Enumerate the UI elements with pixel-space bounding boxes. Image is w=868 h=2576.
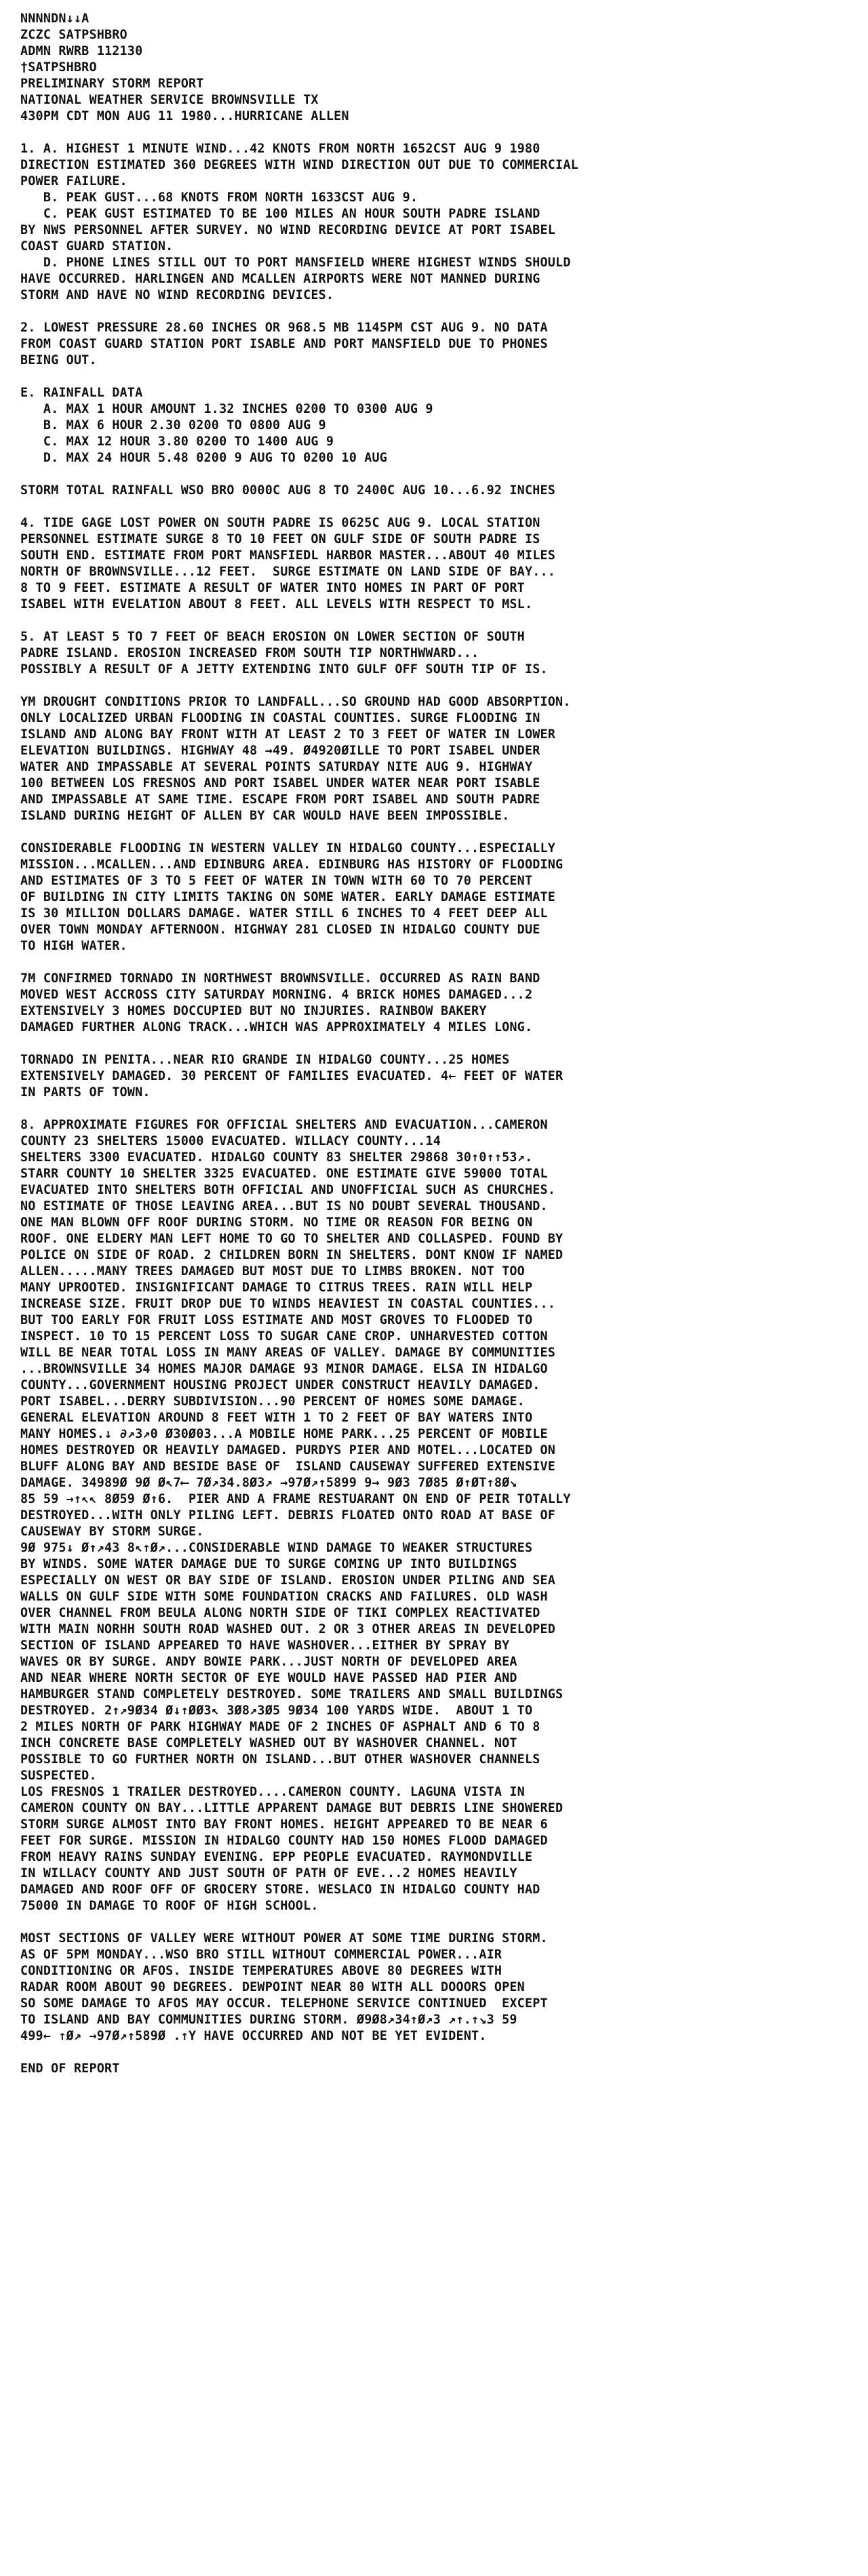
report-line: SUSPECTED. bbox=[20, 1769, 97, 1783]
report-line: PRELIMINARY STORM REPORT bbox=[20, 77, 204, 91]
report-line: RADAR ROOM ABOUT 90 DEGREES. DEWPOINT NEAR 80 WITH ALL DOOORS OPEN bbox=[20, 1980, 525, 1994]
report-line: TO ISLAND AND BAY COMMUNITIES DURING STORM. Ø9Ø8↗34↑Ø↗3 ↗↑.↑↘3 59 bbox=[20, 2013, 517, 2027]
report-line: OVER CHANNEL FROM BEULA ALONG NORTH SIDE OF TIKI COMPLEX REACTIVATED bbox=[20, 1606, 540, 1620]
report-line: DESTROYED. 2↑↗9Ø34 Ø↓↑ØØ3↖ 3Ø8↗3Ø5 9Ø34 100 YARDS WIDE. ABOUT 1 TO bbox=[20, 1704, 533, 1718]
report-line: EXTENSIVELY DAMAGED. 30 PERCENT OF FAMILIES EVACUATED. 4← FEET OF WATER bbox=[20, 1069, 564, 1083]
report-paragraph bbox=[20, 629, 861, 678]
report-line: MANY HOMES.↓ ∂↗3↗0 Ø30Ø03...A MOBILE HOME PARK...25 PERCENT OF MOBILE bbox=[20, 1427, 548, 1441]
report-line: POSSIBLE TO GO FURTHER NORTH ON ISLAND...BUT OTHER WASHOVER CHANNELS bbox=[20, 1752, 540, 1767]
report-line: DESTROYED...WITH ONLY PILING LEFT. DEBRIS FLOATED ONTO ROAD AT BASE OF bbox=[20, 1508, 556, 1523]
report-line: FROM HEAVY RAINS SUNDAY EVENING. EPP PEOPLE EVACUATED. RAYMONDVILLE bbox=[20, 1850, 533, 1864]
report-line: DAMAGED FURTHER ALONG TRACK...WHICH WAS APPROXIMATELY 4 MILES LONG. bbox=[20, 1020, 533, 1034]
report-line: CONDITIONING OR AFOS. INSIDE TEMPERATURES ABOVE 80 DEGREES WITH bbox=[20, 1964, 502, 1978]
paragraph-gap bbox=[20, 125, 861, 141]
report-line: 2 MILES NORTH OF PARK HIGHWAY MADE OF 2 INCHES OF ASPHALT AND 6 TO 8 bbox=[20, 1720, 540, 1734]
report-line: ...BROWNSVILLE 34 HOMES MAJOR DAMAGE 93 MINOR DAMAGE. ELSA IN HIDALGO bbox=[20, 1362, 548, 1376]
report-paragraph bbox=[20, 1931, 861, 2045]
report-line: EXTENSIVELY 3 HOMES DOCCUPIED BUT NO INJURIES. RAINBOW BAKERY bbox=[20, 1004, 487, 1018]
report-line: BUT TOO EARLY FOR FRUIT LOSS ESTIMATE AND MOST GROVES TO FLOODED TO bbox=[20, 1313, 533, 1327]
report-line: INCREASE SIZE. FRUIT DROP DUE TO WINDS HEAVIEST IN COASTAL COUNTIES... bbox=[20, 1297, 556, 1311]
report-line: 8 TO 9 FEET. ESTIMATE A RESULT OF WATER INTO HOMES IN PART OF PORT bbox=[20, 581, 525, 595]
report-line: SOUTH END. ESTIMATE FROM PORT MANSFIEDL HARBOR MASTER...ABOUT 40 MILES bbox=[20, 548, 556, 563]
report-line: B. PEAK GUST...68 KNOTS FROM NORTH 1633CST AUG 9. bbox=[20, 190, 418, 205]
report-line: †SATPSHBRO bbox=[20, 60, 97, 75]
report-line: TO HIGH WATER. bbox=[20, 939, 127, 953]
report-line: CONSIDERABLE FLOODING IN WESTERN VALLEY IN HIDALGO COUNTY...ESPECIALLY bbox=[20, 841, 556, 856]
report-line: ISABEL WITH EVELATION ABOUT 8 FEET. ALL LEVELS WITH RESPECT TO MSL. bbox=[20, 597, 533, 611]
report-line: PADRE ISLAND. EROSION INCREASED FROM SOUTH TIP NORTHWWARD... bbox=[20, 646, 479, 660]
report-paragraph bbox=[20, 483, 861, 499]
report-line: AND IMPASSABLE AT SAME TIME. ESCAPE FROM PORT ISABEL AND SOUTH PADRE bbox=[20, 792, 540, 807]
paragraph-gap bbox=[20, 1914, 861, 1931]
report-line: POLICE ON SIDE OF ROAD. 2 CHILDREN BORN IN SHELTERS. DONT KNOW IF NAMED bbox=[20, 1248, 564, 1262]
report-line: D. MAX 24 HOUR 5.48 0200 9 AUG TO 0200 10 AUG bbox=[20, 451, 388, 465]
report-line: IN PARTS OF TOWN. bbox=[20, 1085, 151, 1100]
report-line: ONE MAN BLOWN OFF ROOF DURING STORM. NO TIME OR REASON FOR BEING ON bbox=[20, 1215, 533, 1230]
report-paragraph bbox=[20, 971, 861, 1036]
paragraph-gap bbox=[20, 304, 861, 320]
report-paragraph bbox=[20, 694, 861, 824]
report-line: COAST GUARD STATION. bbox=[20, 239, 174, 254]
report-line: 1. A. HIGHEST 1 MINUTE WIND...42 KNOTS FROM NORTH 1652CST AUG 9 1980 bbox=[20, 142, 540, 156]
report-line: 100 BETWEEN LOS FRESNOS AND PORT ISABEL UNDER WATER NEAR PORT ISABLE bbox=[20, 776, 540, 790]
report-line: 9Ø 975↓ Ø↑↗43 8↖↑Ø↗...CONSIDERABLE WIND DAMAGE TO WEAKER STRUCTURES bbox=[20, 1541, 533, 1555]
report-line: 5. AT LEAST 5 TO 7 FEET OF BEACH EROSION ON LOWER SECTION OF SOUTH bbox=[20, 630, 525, 644]
report-paragraph bbox=[20, 1117, 861, 1914]
report-line: NATIONAL WEATHER SERVICE BROWNSVILLE TX bbox=[20, 93, 319, 107]
report-line: ESPECIALLY ON WEST OR BAY SIDE OF ISLAND. EROSION UNDER PILING AND SEA bbox=[20, 1573, 556, 1588]
report-line: STORM AND HAVE NO WIND RECORDING DEVICES. bbox=[20, 288, 334, 302]
report-line: STORM SURGE ALMOST INTO BAY FRONT HOMES. HEIGHT APPEARED TO BE NEAR 6 bbox=[20, 1817, 548, 1832]
report-line: HOMES DESTROYED OR HEAVILY DAMAGED. PURDYS PIER AND MOTEL...LOCATED ON bbox=[20, 1443, 556, 1457]
report-line: HAMBURGER STAND COMPLETELY DESTROYED. SOME TRAILERS AND SMALL BUILDINGS bbox=[20, 1687, 564, 1702]
report-line: STARR COUNTY 10 SHELTER 3325 EVACUATED. ONE ESTIMATE GIVE 59000 TOTAL bbox=[20, 1167, 548, 1181]
report-line: YM DROUGHT CONDITIONS PRIOR TO LANDFALL...SO GROUND HAD GOOD ABSORPTION. bbox=[20, 695, 571, 709]
report-line: INCH CONCRETE BASE COMPLETELY WASHED OUT BY WASHOVER CHANNEL. NOT bbox=[20, 1736, 517, 1750]
report-line: LOS FRESNOS 1 TRAILER DESTROYED....CAMERON COUNTY. LAGUNA VISTA IN bbox=[20, 1785, 525, 1799]
report-line: FEET FOR SURGE. MISSION IN HIDALGO COUNTY HAD 150 HOMES FLOOD DAMAGED bbox=[20, 1834, 548, 1848]
report-paragraph bbox=[20, 11, 861, 125]
report-line: BY WINDS. SOME WATER DAMAGE DUE TO SURGE COMING UP INTO BUILDINGS bbox=[20, 1557, 517, 1571]
report-paragraph bbox=[20, 841, 861, 954]
report-line: ISLAND DURING HEIGHT OF ALLEN BY CAR WOULD HAVE BEEN IMPOSSIBLE. bbox=[20, 809, 510, 823]
report-line: COUNTY...GOVERNMENT HOUSING PROJECT UNDER CONSTRUCT HEAVILY DAMAGED. bbox=[20, 1378, 540, 1392]
report-line: EVACUATED INTO SHELTERS BOTH OFFICIAL AND UNOFFICIAL SUCH AS CHURCHES. bbox=[20, 1183, 556, 1197]
report-paragraph bbox=[20, 515, 861, 613]
paragraph-gap bbox=[20, 678, 861, 694]
report-line: WATER AND IMPASSABLE AT SEVERAL POINTS SATURDAY NITE AUG 9. HIGHWAY bbox=[20, 760, 533, 774]
report-line: INSPECT. 10 TO 15 PERCENT LOSS TO SUGAR CANE CROP. UNHARVESTED COTTON bbox=[20, 1329, 548, 1344]
report-line: GENERAL ELEVATION AROUND 8 FEET WITH 1 TO 2 FEET OF BAY WATERS INTO bbox=[20, 1411, 533, 1425]
report-line: ROOF. ONE ELDERY MAN LEFT HOME TO GO TO SHELTER AND COLLASPED. FOUND BY bbox=[20, 1232, 564, 1246]
report-line: 75000 IN DAMAGE TO ROOF OF HIGH SCHOOL. bbox=[20, 1899, 319, 1913]
report-line: WAVES OR BY SURGE. ANDY BOWIE PARK...JUST NORTH OF DEVELOPED AREA bbox=[20, 1655, 517, 1669]
report-line: SECTION OF ISLAND APPEARED TO HAVE WASHOVER...EITHER BY SPRAY BY bbox=[20, 1638, 510, 1653]
report-line: D. PHONE LINES STILL OUT TO PORT MANSFIELD WHERE HIGHEST WINDS SHOULD bbox=[20, 256, 571, 270]
report-line: FROM COAST GUARD STATION PORT ISABLE AND PORT MANSFIELD DUE TO PHONES bbox=[20, 337, 548, 351]
report-line: C. MAX 12 HOUR 3.80 0200 TO 1400 AUG 9 bbox=[20, 435, 334, 449]
report-paragraph bbox=[20, 385, 861, 466]
report-line: HAVE OCCURRED. HARLINGEN AND MCALLEN AIRPORTS WERE NOT MANNED DURING bbox=[20, 272, 540, 286]
report-line: A. MAX 1 HOUR AMOUNT 1.32 INCHES 0200 TO 0300 AUG 9 bbox=[20, 402, 433, 416]
report-line: 4. TIDE GAGE LOST POWER ON SOUTH PADRE IS 0625C AUG 9. LOCAL STATION bbox=[20, 516, 540, 530]
report-line: ZCZC SATPSHBRO bbox=[20, 28, 127, 42]
report-line: TORNADO IN PENITA...NEAR RIO GRANDE IN HIDALGO COUNTY...25 HOMES bbox=[20, 1053, 510, 1067]
report-line: ONLY LOCALIZED URBAN FLOODING IN COASTAL COUNTIES. SURGE FLOODING IN bbox=[20, 711, 540, 725]
report-line: OF BUILDING IN CITY LIMITS TAKING ON SOME WATER. EARLY DAMAGE ESTIMATE bbox=[20, 890, 556, 904]
paragraph-gap bbox=[20, 2045, 861, 2061]
report-line: AND ESTIMATES OF 3 TO 5 FEET OF WATER IN TOWN WITH 60 TO 70 PERCENT bbox=[20, 874, 533, 888]
report-line: BY NWS PERSONNEL AFTER SURVEY. NO WIND RECORDING DEVICE AT PORT ISABEL bbox=[20, 223, 556, 237]
paragraph-gap bbox=[20, 499, 861, 515]
report-line: ELEVATION BUILDINGS. HIGHWAY 48 →49. Ø4920ØILLE TO PORT ISABEL UNDER bbox=[20, 744, 540, 758]
report-line: SO SOME DAMAGE TO AFOS MAY OCCUR. TELEPHONE SERVICE CONTINUED EXCEPT bbox=[20, 1996, 548, 2011]
report-line: DAMAGE. 34989Ø 9Ø Ø↖7⟵ 7Ø↗34.8Ø3↗ →97Ø↗↑5899 9→ 9Ø3 7Ø85 Ø↑ØT↑8Ø↘ bbox=[20, 1476, 517, 1490]
report-line: DIRECTION ESTIMATED 360 DEGREES WITH WIND DIRECTION OUT DUE TO COMMERCIAL bbox=[20, 158, 578, 172]
report-line: 430PM CDT MON AUG 11 1980...HURRICANE ALLEN bbox=[20, 109, 349, 123]
report-line: NORTH OF BROWNSVILLE...12 FEET. SURGE ESTIMATE ON LAND SIDE OF BAY... bbox=[20, 565, 556, 579]
report-line: STORM TOTAL RAINFALL WSO BRO 0000C AUG 8 TO 2400C AUG 10...6.92 INCHES bbox=[20, 483, 556, 498]
report-line: NNNNDN↓↓A bbox=[20, 12, 90, 26]
report-line: ADMN RWRB 112130 bbox=[20, 44, 143, 58]
report-line: AS OF 5PM MONDAY...WSO BRO STILL WITHOUT COMMERCIAL POWER...AIR bbox=[20, 1948, 502, 1962]
report-line: B. MAX 6 HOUR 2.30 0200 TO 0800 AUG 9 bbox=[20, 418, 326, 432]
report-line: PORT ISABEL...DERRY SUBDIVISION...90 PERCENT OF HOMES SOME DAMAGE. bbox=[20, 1394, 525, 1409]
report-line: MOST SECTIONS OF VALLEY WERE WITHOUT POWER AT SOME TIME DURING STORM. bbox=[20, 1931, 548, 1946]
report-line: WALLS ON GULF SIDE WITH SOME FOUNDATION CRACKS AND FAILURES. OLD WASH bbox=[20, 1590, 548, 1604]
report-paragraph bbox=[20, 320, 861, 369]
report-line: 499← ↑Ø↗ →97Ø↗↑589Ø .↑Y HAVE OCCURRED AND NOT BE YET EVIDENT. bbox=[20, 2029, 487, 2043]
report-line: MISSION...MCALLEN...AND EDINBURG AREA. EDINBURG HAS HISTORY OF FLOODING bbox=[20, 858, 564, 872]
report-line: MANY UPROOTED. INSIGNIFICANT DAMAGE TO CITRUS TREES. RAIN WILL HELP bbox=[20, 1281, 533, 1295]
report-line: POWER FAILURE. bbox=[20, 174, 127, 188]
report-line: 8. APPROXIMATE FIGURES FOR OFFICIAL SHELTERS AND EVACUATION...CAMERON bbox=[20, 1118, 548, 1132]
paragraph-gap bbox=[20, 824, 861, 841]
report-line: ALLEN.....MANY TREES DAMAGED BUT MOST DUE TO LIMBS BROKEN. NOT TOO bbox=[20, 1264, 525, 1279]
paragraph-gap bbox=[20, 466, 861, 483]
report-line: AND NEAR WHERE NORTH SECTOR OF EYE WOULD HAVE PASSED HAD PIER AND bbox=[20, 1671, 517, 1685]
paragraph-gap bbox=[20, 1101, 861, 1117]
report-line: IS 30 MILLION DOLLARS DAMAGE. WATER STILL 6 INCHES TO 4 FEET DEEP ALL bbox=[20, 906, 548, 921]
paragraph-gap bbox=[20, 954, 861, 971]
report-line: 2. LOWEST PRESSURE 28.60 INCHES OR 968.5 MB 1145PM CST AUG 9. NO DATA bbox=[20, 321, 548, 335]
report-line: IN WILLACY COUNTY AND JUST SOUTH OF PATH OF EVE...2 HOMES HEAVILY bbox=[20, 1866, 517, 1880]
report-line: PERSONNEL ESTIMATE SURGE 8 TO 10 FEET ON GULF SIDE OF SOUTH PADRE IS bbox=[20, 532, 540, 546]
paragraph-gap bbox=[20, 613, 861, 629]
report-line: MOVED WEST ACCROSS CITY SATURDAY MORNING. 4 BRICK HOMES DAMAGED...2 bbox=[20, 988, 533, 1002]
report-line: OVER TOWN MONDAY AFTERNOON. HIGHWAY 281 CLOSED IN HIDALGO COUNTY DUE bbox=[20, 923, 540, 937]
report-line: BEING OUT. bbox=[20, 353, 97, 367]
report-line: POSSIBLY A RESULT OF A JETTY EXTENDING INTO GULF OFF SOUTH TIP OF IS. bbox=[20, 662, 548, 677]
report-line: CAUSEWAY BY STORM SURGE. bbox=[20, 1525, 204, 1539]
report-line: ISLAND AND ALONG BAY FRONT WITH AT LEAST 2 TO 3 FEET OF WATER IN LOWER bbox=[20, 727, 556, 742]
report-line: NO ESTIMATE OF THOSE LEAVING AREA...BUT IS NO DOUBT SEVERAL THOUSAND. bbox=[20, 1199, 548, 1213]
report-line: CAMERON COUNTY ON BAY...LITTLE APPARENT DAMAGE BUT DEBRIS LINE SHOWERED bbox=[20, 1801, 564, 1815]
report-line: WITH MAIN NORHH SOUTH ROAD WASHED OUT. 2 OR 3 OTHER AREAS IN DEVELOPED bbox=[20, 1622, 556, 1636]
report-line: WILL BE NEAR TOTAL LOSS IN MANY AREAS OF VALLEY. DAMAGE BY COMMUNITIES bbox=[20, 1346, 556, 1360]
report-line: 7M CONFIRMED TORNADO IN NORTHWEST BROWNSVILLE. OCCURRED AS RAIN BAND bbox=[20, 971, 540, 986]
report-line: C. PEAK GUST ESTIMATED TO BE 100 MILES AN HOUR SOUTH PADRE ISLAND bbox=[20, 207, 540, 221]
report-line: 85 59 →↑↖↖ 8Ø59 Ø↑6. PIER AND A FRAME RESTUARANT ON END OF PEIR TOTALLY bbox=[20, 1492, 571, 1506]
report-line: DAMAGED AND ROOF OFF OF GROCERY STORE. WESLACO IN HIDALGO COUNTY HAD bbox=[20, 1883, 540, 1897]
report-line: COUNTY 23 SHELTERS 15000 EVACUATED. WILLACY COUNTY...14 bbox=[20, 1134, 441, 1148]
paragraph-gap bbox=[20, 1036, 861, 1052]
report-paragraph bbox=[20, 2061, 861, 2077]
paragraph-gap bbox=[20, 369, 861, 385]
report-line: SHELTERS 3300 EVACUATED. HIDALGO COUNTY 83 SHELTER 29868 30↑0↑↑53↗. bbox=[20, 1150, 533, 1165]
report-paragraph bbox=[20, 141, 861, 304]
teletype-report bbox=[20, 11, 861, 2077]
report-paragraph bbox=[20, 1052, 861, 1101]
report-line: E. RAINFALL DATA bbox=[20, 386, 143, 400]
report-line: BLUFF ALONG BAY AND BESIDE BASE OF ISLAND CAUSEWAY SUFFERED EXTENSIVE bbox=[20, 1460, 556, 1474]
report-line: END OF REPORT bbox=[20, 2061, 120, 2076]
